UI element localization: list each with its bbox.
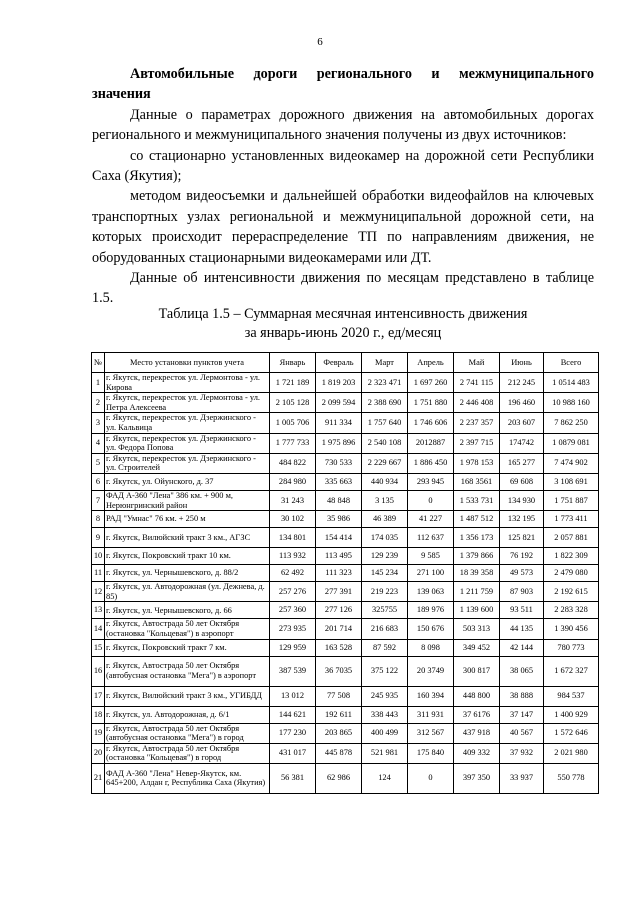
- cell-location: г. Якутск, Автострада 50 лет Октября (остановка "Кольцевая") в аэропорт: [105, 619, 270, 639]
- cell-june: 203 607: [500, 413, 544, 433]
- cell-february: 163 528: [316, 639, 362, 656]
- cell-april: 112 637: [408, 528, 454, 548]
- cell-january: 284 980: [270, 473, 316, 490]
- cell-february: 77 508: [316, 686, 362, 706]
- table-row: [92, 686, 599, 706]
- cell-march: 338 443: [362, 706, 408, 723]
- cell-april: 175 840: [408, 743, 454, 763]
- cell-april: 1 751 880: [408, 393, 454, 413]
- cell-location: г. Якутск, перекресток ул. Лермонтова - ул. Кирова: [105, 373, 270, 393]
- cell-may: 2 237 357: [454, 413, 500, 433]
- paragraph-video: методом видеосъемки и дальнейшей обработки видеофайлов на ключевых транспортных узлах региональной и межмуниципальной дорожной сети, на которых происходит перераспределение ТП по направлениям движения, не оборудованных стационарными видеокамерами или ДТ.: [92, 188, 594, 266]
- cell-location: г. Якутск, перекресток ул. Дзержинского - ул. Строителей: [105, 453, 270, 473]
- cell-january: 144 621: [270, 706, 316, 723]
- table-row: [92, 619, 599, 639]
- cell-june: 40 567: [500, 723, 544, 743]
- cell-april: 9 585: [408, 548, 454, 565]
- cell-february: 335 663: [316, 473, 362, 490]
- cell-june: 44 135: [500, 619, 544, 639]
- cell-february: 36 7035: [316, 656, 362, 686]
- cell-number: 18: [92, 706, 105, 723]
- table-body: [92, 373, 599, 794]
- cell-march: 375 122: [362, 656, 408, 686]
- cell-april: 0: [408, 490, 454, 510]
- cell-number: 2: [92, 393, 105, 413]
- cell-april: 312 567: [408, 723, 454, 743]
- cell-march: 219 223: [362, 582, 408, 602]
- cell-january: 1 777 733: [270, 433, 316, 453]
- header-february: Февраль: [316, 353, 362, 373]
- table-row: [92, 373, 599, 393]
- cell-total: 1 672 327: [544, 656, 599, 686]
- cell-total: 1 773 411: [544, 511, 599, 528]
- table-row: [92, 763, 599, 793]
- cell-location: г. Якутск, ул. Ойунского, д. 37: [105, 473, 270, 490]
- cell-total: 3 108 691: [544, 473, 599, 490]
- cell-total: 2 283 328: [544, 602, 599, 619]
- cell-january: 387 539: [270, 656, 316, 686]
- cell-number: 14: [92, 619, 105, 639]
- cell-may: 1 139 600: [454, 602, 500, 619]
- table-row: [92, 639, 599, 656]
- cell-total: 10 988 160: [544, 393, 599, 413]
- header-june: Июнь: [500, 353, 544, 373]
- cell-number: 17: [92, 686, 105, 706]
- cell-number: 4: [92, 433, 105, 453]
- cell-number: 3: [92, 413, 105, 433]
- cell-february: 203 865: [316, 723, 362, 743]
- cell-number: 1: [92, 373, 105, 393]
- table-row: [92, 473, 599, 490]
- table-row: [92, 602, 599, 619]
- cell-april: 189 976: [408, 602, 454, 619]
- cell-june: 42 144: [500, 639, 544, 656]
- cell-april: 0: [408, 763, 454, 793]
- cell-may: 1 978 153: [454, 453, 500, 473]
- cell-location: г. Якутск, Покровский тракт 10 км.: [105, 548, 270, 565]
- cell-april: 20 3749: [408, 656, 454, 686]
- cell-january: 1 721 189: [270, 373, 316, 393]
- cell-may: 1 211 759: [454, 582, 500, 602]
- cell-january: 129 959: [270, 639, 316, 656]
- cell-january: 177 230: [270, 723, 316, 743]
- cell-total: 7 862 250: [544, 413, 599, 433]
- cell-march: 87 592: [362, 639, 408, 656]
- cell-location: РАД "Умнас" 76 км. + 250 м: [105, 511, 270, 528]
- paragraph-sources: Данные о параметрах дорожного движения на автомобильных дорогах регионального и межмуниципального значения получены из двух источников:: [92, 106, 594, 144]
- cell-location: г. Якутск, ул. Чернышевского, д. 88/2: [105, 565, 270, 582]
- cell-june: 87 903: [500, 582, 544, 602]
- cell-march: 174 035: [362, 528, 408, 548]
- cell-location: г. Якутск, перекресток ул. Лермонтова - ул. Петра Алексеева: [105, 393, 270, 413]
- header-total: Всего: [544, 353, 599, 373]
- table-row: [92, 511, 599, 528]
- table-row: [92, 656, 599, 686]
- cell-march: 2 229 667: [362, 453, 408, 473]
- cell-may: 168 3561: [454, 473, 500, 490]
- cell-location: ФАД А-360 "Лена" 386 км. + 900 м, Нерюнгринский район: [105, 490, 270, 510]
- table-header-row: [92, 353, 599, 373]
- cell-may: 503 313: [454, 619, 500, 639]
- cell-february: 911 334: [316, 413, 362, 433]
- cell-total: 1 0879 081: [544, 433, 599, 453]
- cell-number: 13: [92, 602, 105, 619]
- cell-march: 400 499: [362, 723, 408, 743]
- cell-march: 1 757 640: [362, 413, 408, 433]
- cell-location: г. Якутск, Вилюйский тракт 3 км., АГЗС: [105, 528, 270, 548]
- section-heading-line-1: Автомобильные дороги регионального и межмуниципального: [130, 66, 594, 82]
- cell-april: 41 227: [408, 511, 454, 528]
- cell-march: 440 934: [362, 473, 408, 490]
- cell-total: 1 390 456: [544, 619, 599, 639]
- cell-june: 37 147: [500, 706, 544, 723]
- cell-february: 1 819 203: [316, 373, 362, 393]
- table-row: [92, 723, 599, 743]
- cell-february: 154 414: [316, 528, 362, 548]
- cell-march: 216 683: [362, 619, 408, 639]
- cell-may: 2 446 408: [454, 393, 500, 413]
- cell-june: 38 065: [500, 656, 544, 686]
- cell-total: 1 0514 483: [544, 373, 599, 393]
- cell-january: 62 492: [270, 565, 316, 582]
- cell-march: 325755: [362, 602, 408, 619]
- cell-january: 30 102: [270, 511, 316, 528]
- cell-february: 62 986: [316, 763, 362, 793]
- cell-number: 11: [92, 565, 105, 582]
- cell-january: 13 012: [270, 686, 316, 706]
- cell-location: г. Якутск, Автострада 50 лет Октября (автобусная остановка "Мега") в аэропорт: [105, 656, 270, 686]
- cell-february: 111 323: [316, 565, 362, 582]
- cell-march: 129 239: [362, 548, 408, 565]
- cell-may: 349 452: [454, 639, 500, 656]
- cell-june: 76 192: [500, 548, 544, 565]
- cell-january: 1 005 706: [270, 413, 316, 433]
- table-row: [92, 743, 599, 763]
- table-caption: [92, 305, 594, 343]
- cell-may: 37 6176: [454, 706, 500, 723]
- cell-number: 5: [92, 453, 105, 473]
- cell-june: 174742: [500, 433, 544, 453]
- cell-april: 1 886 450: [408, 453, 454, 473]
- cell-number: 15: [92, 639, 105, 656]
- table-row: [92, 706, 599, 723]
- table-row: [92, 453, 599, 473]
- cell-march: 521 981: [362, 743, 408, 763]
- cell-june: 196 460: [500, 393, 544, 413]
- cell-january: 484 822: [270, 453, 316, 473]
- cell-may: 397 350: [454, 763, 500, 793]
- cell-number: 9: [92, 528, 105, 548]
- table-caption-line-2: за январь-июнь 2020 г., ед/месяц: [244, 325, 442, 341]
- cell-may: 1 487 512: [454, 511, 500, 528]
- cell-february: 2 099 594: [316, 393, 362, 413]
- cell-february: 730 533: [316, 453, 362, 473]
- cell-number: 16: [92, 656, 105, 686]
- cell-january: 257 276: [270, 582, 316, 602]
- cell-april: 139 063: [408, 582, 454, 602]
- cell-location: г. Якутск, Покровский тракт 7 км.: [105, 639, 270, 656]
- cell-may: 18 39 358: [454, 565, 500, 582]
- cell-february: 1 975 896: [316, 433, 362, 453]
- cell-june: 165 277: [500, 453, 544, 473]
- cell-april: 271 100: [408, 565, 454, 582]
- cell-march: 46 389: [362, 511, 408, 528]
- cell-january: 134 801: [270, 528, 316, 548]
- cell-march: 2 323 471: [362, 373, 408, 393]
- paragraph-cameras: со стационарно установленных видеокамер на дорожной сети Республики Саха (Якутия);: [92, 147, 594, 185]
- cell-june: 49 573: [500, 565, 544, 582]
- header-january: Январь: [270, 353, 316, 373]
- cell-february: 445 878: [316, 743, 362, 763]
- cell-total: 7 474 902: [544, 453, 599, 473]
- table-row: [92, 565, 599, 582]
- cell-may: 448 800: [454, 686, 500, 706]
- cell-location: ФАД А-360 "Лена" Невер-Якутск, км. 645+200, Алдан г, Республика Саха (Якутия): [105, 763, 270, 793]
- cell-april: 150 676: [408, 619, 454, 639]
- cell-june: 38 888: [500, 686, 544, 706]
- cell-location: г. Якутск, Автострада 50 лет Октября (остановка "Кольцевая") в город: [105, 743, 270, 763]
- header-may: Май: [454, 353, 500, 373]
- cell-location: г. Якутск, перекресток ул. Дзержинского - ул. Федора Попова: [105, 433, 270, 453]
- cell-april: 1 746 606: [408, 413, 454, 433]
- table-caption-line-1: Таблица 1.5 – Суммарная месячная интенсивность движения: [158, 306, 528, 322]
- cell-may: 2 741 115: [454, 373, 500, 393]
- cell-total: 1 751 887: [544, 490, 599, 510]
- cell-january: 56 381: [270, 763, 316, 793]
- cell-june: 212 245: [500, 373, 544, 393]
- table-row: [92, 413, 599, 433]
- cell-march: 2 388 690: [362, 393, 408, 413]
- cell-number: 8: [92, 511, 105, 528]
- cell-may: 437 918: [454, 723, 500, 743]
- cell-april: 311 931: [408, 706, 454, 723]
- cell-total: 550 778: [544, 763, 599, 793]
- body-text: [92, 64, 594, 309]
- cell-total: 2 021 980: [544, 743, 599, 763]
- cell-number: 6: [92, 473, 105, 490]
- header-april: Апрель: [408, 353, 454, 373]
- cell-february: 35 986: [316, 511, 362, 528]
- table-row: [92, 393, 599, 413]
- cell-april: 1 697 260: [408, 373, 454, 393]
- header-march: Март: [362, 353, 408, 373]
- cell-number: 12: [92, 582, 105, 602]
- cell-april: 160 394: [408, 686, 454, 706]
- table-row: [92, 582, 599, 602]
- cell-january: 273 935: [270, 619, 316, 639]
- cell-may: 1 379 866: [454, 548, 500, 565]
- cell-june: 69 608: [500, 473, 544, 490]
- cell-may: 2 397 715: [454, 433, 500, 453]
- cell-march: 145 234: [362, 565, 408, 582]
- cell-march: 2 540 108: [362, 433, 408, 453]
- cell-april: 8 098: [408, 639, 454, 656]
- cell-may: 1 356 173: [454, 528, 500, 548]
- cell-location: г. Якутск, перекресток ул. Дзержинского - ул. Кальвица: [105, 413, 270, 433]
- cell-may: 300 817: [454, 656, 500, 686]
- cell-total: 2 057 881: [544, 528, 599, 548]
- cell-january: 431 017: [270, 743, 316, 763]
- cell-total: 2 192 615: [544, 582, 599, 602]
- cell-number: 7: [92, 490, 105, 510]
- cell-total: 1 822 309: [544, 548, 599, 565]
- cell-june: 33 937: [500, 763, 544, 793]
- cell-january: 31 243: [270, 490, 316, 510]
- cell-april: 2012887: [408, 433, 454, 453]
- paragraph-table-ref: Данные об интенсивности движения по месяцам представлено в таблице 1.5.: [92, 270, 594, 307]
- cell-june: 37 932: [500, 743, 544, 763]
- cell-june: 134 930: [500, 490, 544, 510]
- cell-april: 293 945: [408, 473, 454, 490]
- header-location: Место установки пунктов учета: [105, 353, 270, 373]
- cell-february: 277 126: [316, 602, 362, 619]
- cell-number: 10: [92, 548, 105, 565]
- cell-june: 132 195: [500, 511, 544, 528]
- cell-total: 984 537: [544, 686, 599, 706]
- cell-february: 201 714: [316, 619, 362, 639]
- table-row: [92, 548, 599, 565]
- cell-may: 409 332: [454, 743, 500, 763]
- cell-location: г. Якутск, Вилюйский тракт 3 км., УГИБДД: [105, 686, 270, 706]
- cell-june: 125 821: [500, 528, 544, 548]
- cell-february: 113 495: [316, 548, 362, 565]
- table-row: [92, 490, 599, 510]
- cell-february: 277 391: [316, 582, 362, 602]
- table-row: [92, 528, 599, 548]
- page-number: 6: [317, 36, 323, 48]
- cell-location: г. Якутск, Автострада 50 лет Октября (автобусная остановка "Мега") в город: [105, 723, 270, 743]
- cell-january: 2 105 128: [270, 393, 316, 413]
- cell-location: г. Якутск, ул. Автодорожная (ул. Дежнева, д. 85): [105, 582, 270, 602]
- cell-total: 1 400 929: [544, 706, 599, 723]
- header-number: №: [92, 353, 105, 373]
- cell-number: 20: [92, 743, 105, 763]
- cell-total: 1 572 646: [544, 723, 599, 743]
- cell-february: 192 611: [316, 706, 362, 723]
- cell-location: г. Якутск, ул. Чернышевского, д. 66: [105, 602, 270, 619]
- cell-february: 48 848: [316, 490, 362, 510]
- cell-location: г. Якутск, ул. Автодорожная, д. 6/1: [105, 706, 270, 723]
- cell-march: 124: [362, 763, 408, 793]
- cell-january: 113 932: [270, 548, 316, 565]
- traffic-intensity-table: [91, 352, 599, 794]
- section-heading-line-2: значения: [92, 86, 151, 103]
- cell-june: 93 511: [500, 602, 544, 619]
- cell-march: 3 135: [362, 490, 408, 510]
- cell-january: 257 360: [270, 602, 316, 619]
- table-row: [92, 433, 599, 453]
- cell-march: 245 935: [362, 686, 408, 706]
- cell-number: 21: [92, 763, 105, 793]
- cell-may: 1 533 731: [454, 490, 500, 510]
- cell-number: 19: [92, 723, 105, 743]
- cell-total: 2 479 080: [544, 565, 599, 582]
- cell-total: 780 773: [544, 639, 599, 656]
